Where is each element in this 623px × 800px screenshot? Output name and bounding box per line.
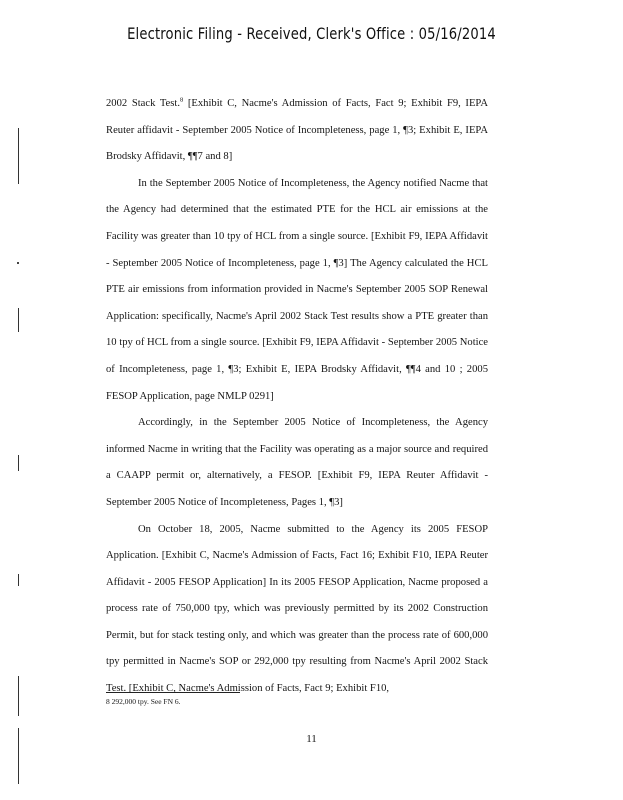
footnote-reference: 8 [179,96,184,104]
margin-scan-mark [18,128,19,184]
document-body [106,91,488,703]
margin-scan-mark [18,308,19,332]
paragraph-3: Accordingly, in the September 2005 Notice of Incompleteness, the Agency informed Nacme in writing that the Facility was operating as a major source and required a CAAPP permit or, alternatively, a FESOP. [Exhibit F9, IEPA Reuter Affidavit - September 2005 Notice of Incompleteness, Pages 1, ¶3] [106,417,488,508]
margin-scan-mark [18,455,19,471]
paragraph-1-text-cont: [Exhibit C, Nacme's Admission of Facts, Fact 9; Exhibit F9, IEPA Reuter affidavit - September 2005 Notice of Incompleteness, page 1, ¶3; Exhibit E, IEPA Brodsky Affidavit, ¶¶7 and 8] [106,98,488,163]
margin-scan-mark [18,676,19,716]
margin-scan-mark [18,728,19,784]
margin-scan-dot [17,262,19,264]
footnote-divider [106,692,240,693]
paragraph-2: In the September 2005 Notice of Incompleteness, the Agency notified Nacme that the Agency had determined that the estimated PTE for the HCL air emissions at the Facility was greater than 10 tpy of HCL from a single source. [Exhibit F9, IEPA Affidavit - September 2005 Notice of Incompleteness, page 1, ¶3] The Agency calculated the HCL PTE air emissions from information provided in Nacme's September 2005 SOP Renewal Application: specifically, Nacme's April 2002 Stack Test results show a PTE greater than 10 tpy of HCL from a single source. [Exhibit F9, IEPA Affidavit - September 2005 Notice of Incompleteness, page 1, ¶3; Exhibit E, IEPA Brodsky Affidavit, ¶¶4 and 10 ; 2005 FESOP Application, page NMLP 0291] [106,177,488,402]
paragraph-1-text: 2002 Stack Test. [106,98,180,109]
margin-scan-mark [18,574,19,586]
filing-stamp-header: Electronic Filing - Received, Clerk's Office : 05/16/2014 [127,24,496,43]
page-number: 11 [306,733,317,745]
paragraph-1 [106,91,488,171]
paragraph-4: On October 18, 2005, Nacme submitted to the Agency its 2005 FESOP Application. [Exhibit C, Nacme's Admission of Facts, Fact 16; Exhibit F10, IEPA Reuter Affidavit - 2005 FESOP Application] In its 2005 FESOP Application, Nacme proposed a process rate of 750,000 tpy, which was previously permitted by its 2002 Construction Permit, but for stack testing only, and which was greater than the process rate of 600,000 tpy permitted in Nacme's SOP or 292,000 tpy resulting from Nacme's April 2002 Stack Test. [Exhibit C, Nacme's Admission of Facts, Fact 9; Exhibit F10, [106,523,488,695]
footnote-8: 8 292,000 tpy. See FN 6. [106,697,181,706]
